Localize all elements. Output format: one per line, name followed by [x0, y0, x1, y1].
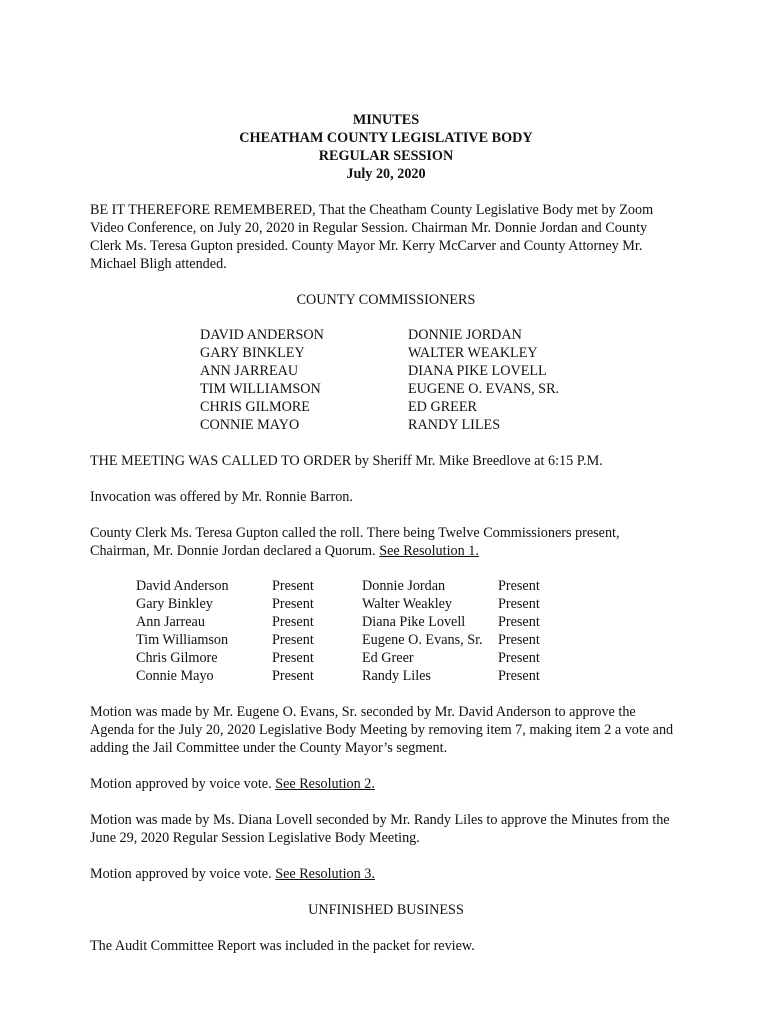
roll-status: Present	[272, 614, 314, 630]
heading-minutes: MINUTES	[352, 112, 420, 128]
roll-name: Donnie Jordan	[362, 578, 446, 594]
commissioner-name: TIM WILLIAMSON	[200, 381, 321, 397]
resolution-2-link[interactable]: See Resolution 2.	[275, 776, 375, 792]
commissioner-name: RANDY LILES	[408, 417, 501, 433]
roll-row	[136, 649, 682, 667]
commissioners-left-column	[200, 326, 408, 434]
commissioner-name: DONNIE JORDAN	[408, 327, 522, 343]
heading-session: REGULAR SESSION	[318, 148, 454, 164]
agenda-motion: Motion was made by Mr. Eugene O. Evans, Sr. seconded by Mr. David Anderson to approve the Agenda for the July 20, 2020 Legislative Body Meeting by removing item 7, making item 2 a vote and adding the Jail Committee under the County Mayor’s segment.	[90, 704, 674, 756]
resolution-1-link[interactable]: See Resolution 1.	[379, 543, 479, 559]
audit-report-paragraph: The Audit Committee Report was included in the packet for review.	[90, 938, 475, 954]
roll-row	[136, 631, 682, 649]
roll-status: Present	[498, 614, 540, 630]
roll-row	[136, 595, 682, 613]
roll-status: Present	[272, 668, 314, 684]
roll-row	[136, 613, 682, 631]
roll-name: Ann Jarreau	[136, 614, 205, 630]
roll-call-paragraph	[90, 524, 682, 560]
roll-status: Present	[272, 650, 314, 666]
agenda-motion-approved	[90, 775, 682, 793]
roll-name: Gary Binkley	[136, 596, 213, 612]
roll-status: Present	[272, 632, 314, 648]
roll-row	[136, 577, 682, 595]
commissioner-name: EUGENE O. EVANS, SR.	[408, 381, 560, 397]
roll-status: Present	[498, 596, 540, 612]
intro-paragraph: BE IT THEREFORE REMEMBERED, That the Cheatham County Legislative Body met by Zoom Video Conference, on July 20, 2020 in Regular Session. Chairman Mr. Donnie Jordan and County Clerk Ms. Teresa Gupton presided. County Mayor Mr. Kerry McCarver and County Attorney Mr. Michael Bligh attended.	[90, 202, 654, 272]
commissioner-name: CONNIE MAYO	[200, 417, 300, 433]
resolution-3-link[interactable]: See Resolution 3.	[275, 866, 375, 882]
roll-status: Present	[272, 578, 314, 594]
commissioner-name: DIANA PIKE LOVELL	[408, 363, 547, 379]
roll-call-text: County Clerk Ms. Teresa Gupton called the roll. There being Twelve Commissioners present, Chairman, Mr. Donnie Jordan declared a Quorum.	[90, 525, 620, 559]
minutes-document	[90, 111, 682, 955]
commissioners-list	[200, 326, 682, 434]
invocation: Invocation was offered by Mr. Ronnie Barron.	[90, 489, 353, 505]
approved-text: Motion approved by voice vote.	[90, 866, 276, 882]
minutes-motion-approved	[90, 865, 682, 883]
roll-status: Present	[498, 668, 540, 684]
roll-name: Eugene O. Evans, Sr.	[362, 632, 483, 648]
commissioner-name: DAVID ANDERSON	[200, 327, 324, 343]
roll-status: Present	[498, 578, 540, 594]
roll-status: Present	[498, 650, 540, 666]
minutes-motion: Motion was made by Ms. Diana Lovell seconded by Mr. Randy Liles to approve the Minutes from the June 29, 2020 Regular Session Legislative Body Meeting.	[90, 812, 670, 846]
heading-date: July 20, 2020	[346, 166, 426, 182]
heading-body-name: CHEATHAM COUNTY LEGISLATIVE BODY	[239, 130, 533, 146]
roll-name: Diana Pike Lovell	[362, 614, 466, 630]
commissioner-name: ED GREER	[408, 399, 477, 415]
called-to-order: THE MEETING WAS CALLED TO ORDER by Sheriff Mr. Mike Breedlove at 6:15 P.M.	[90, 453, 603, 469]
commissioners-right-column	[408, 326, 616, 434]
roll-name: Randy Liles	[362, 668, 431, 684]
commissioner-name: WALTER WEAKLEY	[408, 345, 538, 361]
roll-name: Ed Greer	[362, 650, 414, 666]
roll-name: Chris Gilmore	[136, 650, 218, 666]
document-heading	[90, 111, 682, 183]
roll-name: Walter Weakley	[362, 596, 453, 612]
approved-text: Motion approved by voice vote.	[90, 776, 276, 792]
commissioners-title: COUNTY COMMISSIONERS	[296, 292, 476, 308]
unfinished-business-heading: UNFINISHED BUSINESS	[308, 902, 464, 918]
roll-status: Present	[272, 596, 314, 612]
roll-row	[136, 667, 682, 685]
roll-status: Present	[498, 632, 540, 648]
roll-name: David Anderson	[136, 578, 229, 594]
roll-name: Connie Mayo	[136, 668, 214, 684]
roll-call-table	[136, 577, 682, 685]
commissioner-name: GARY BINKLEY	[200, 345, 305, 361]
commissioner-name: CHRIS GILMORE	[200, 399, 310, 415]
commissioner-name: ANN JARREAU	[200, 363, 299, 379]
roll-name: Tim Williamson	[136, 632, 229, 648]
